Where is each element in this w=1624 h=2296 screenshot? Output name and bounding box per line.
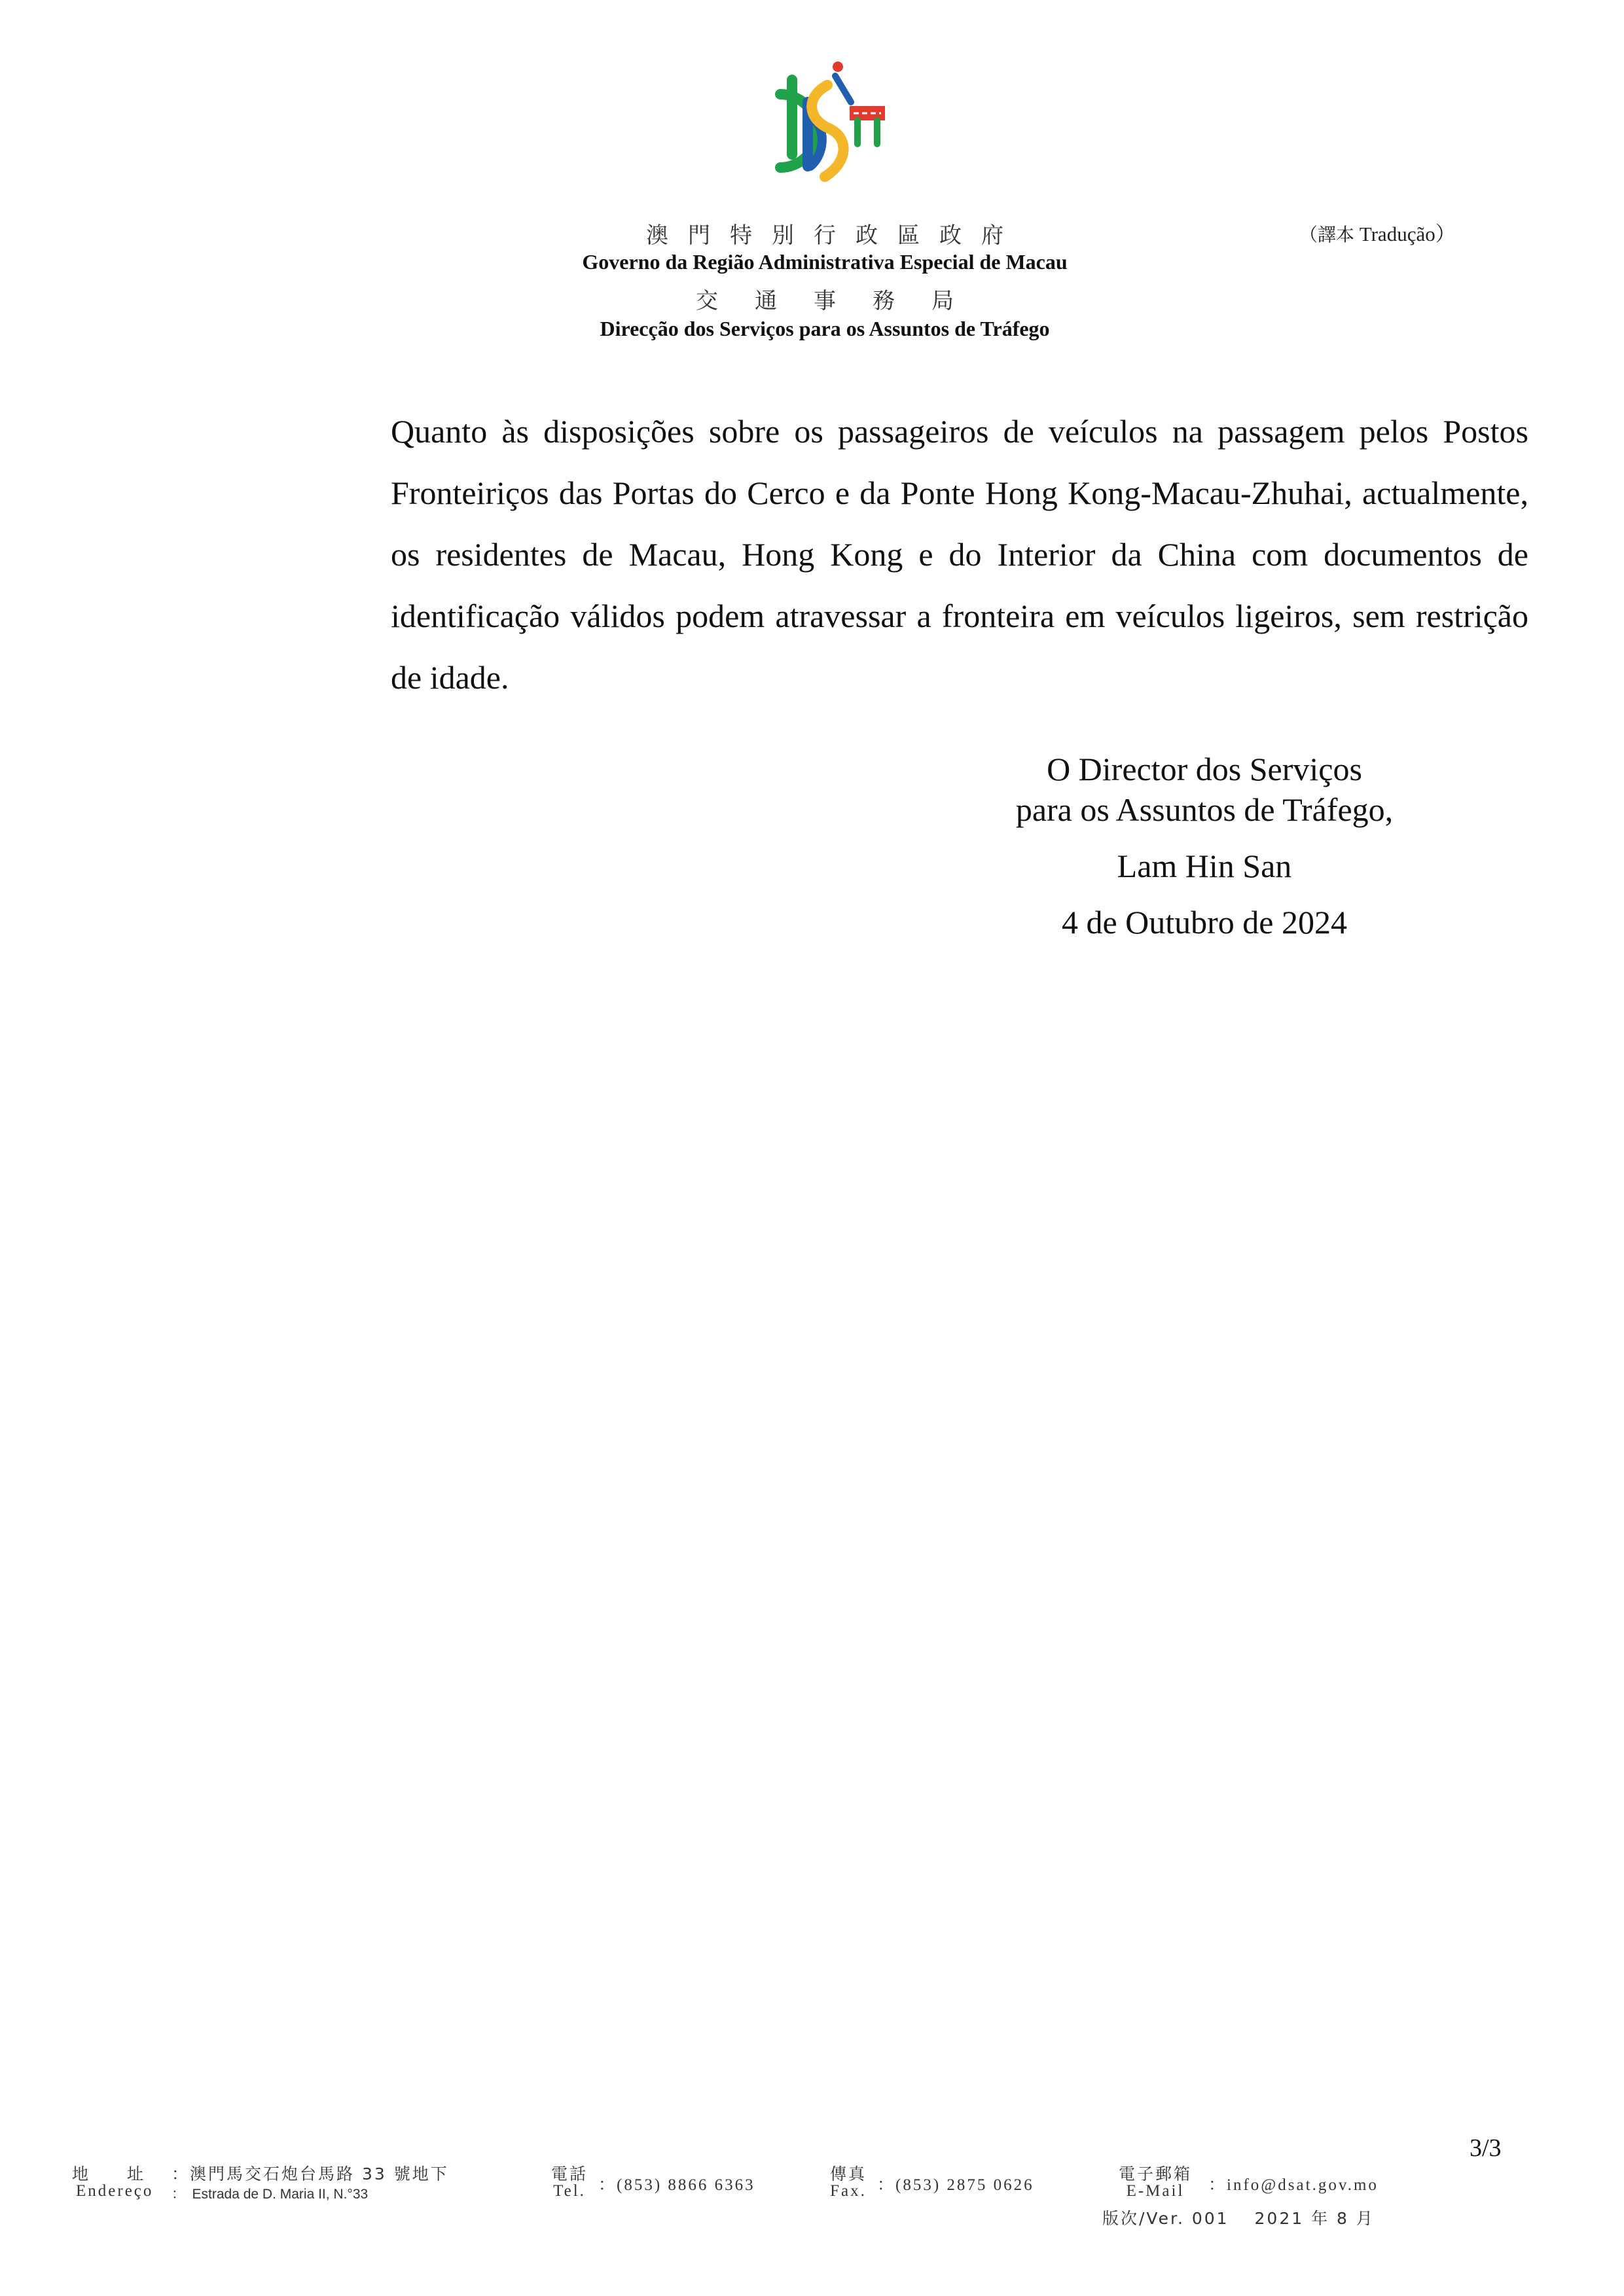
bureau-name-cn: 交通事務局 (696, 288, 990, 314)
footer-email-label-cn: 電子郵箱 (1118, 2164, 1192, 2183)
footer-fax-value: ：(853) 2875 0626 (877, 2176, 1034, 2194)
footer-email-label-pt: E-Mail (1126, 2182, 1185, 2200)
signature-title-line2: para os Assuntos de Tráfego, (1015, 791, 1394, 828)
dsat-logo-icon (767, 56, 889, 187)
footer-tel-label-cn: 電話 (550, 2164, 588, 2183)
translation-note (1299, 217, 1456, 247)
translation-note-pt: Tradução） (1354, 223, 1456, 245)
translation-note-cn: （譯本 (1299, 224, 1355, 245)
footer-address-label-pt: Endereço (76, 2182, 154, 2200)
page-number: 3/3 (1470, 2134, 1502, 2162)
bureau-name-pt: Direcção dos Serviços para os Assuntos de Tráfego (600, 317, 1050, 340)
signature-title-line1: O Director dos Serviços (1047, 751, 1362, 787)
footer-address-value-cn: ：澳門馬交石炮台馬路 33 號地下 (171, 2164, 449, 2183)
footer-fax-label-pt: Fax. (830, 2182, 867, 2200)
government-name-pt: Governo da Região Administrativa Especial de Macau (582, 250, 1068, 274)
body-paragraph: Quanto às disposições sobre os passageiros de veículos na passagem pelos Postos Fronteiriços das Portas do Cerco e da Ponte Hong Kong-Macau-Zhuhai, actualmente, os residentes de Macau, Hong Kong e do Interior da China com documentos de identificação válidos podem atravessar a fronteira em veículos ligeiros, sem restrição de idade. (391, 413, 1528, 696)
government-name-cn: 澳門特別行政區政府 (646, 223, 1023, 249)
footer-version: 版次/Ver. 001 2021 年 8 月 (1102, 2209, 1375, 2228)
footer-email-value: ：info@dsat.gov.mo (1208, 2176, 1379, 2194)
footer-fax-label-cn: 傳真 (829, 2164, 867, 2183)
footer-tel-value: ：(853) 8866 6363 (598, 2176, 755, 2194)
signature-date: 4 de Outubro de 2024 (1061, 904, 1348, 941)
footer-address-value-pt: ： Estrada de D. Maria II, N.°33 (171, 2187, 369, 2202)
signature-name: Lam Hin San (1117, 848, 1292, 884)
footer-address-label-cn: 地 址 (72, 2164, 146, 2183)
footer-tel-label-pt: Tel. (553, 2182, 586, 2200)
